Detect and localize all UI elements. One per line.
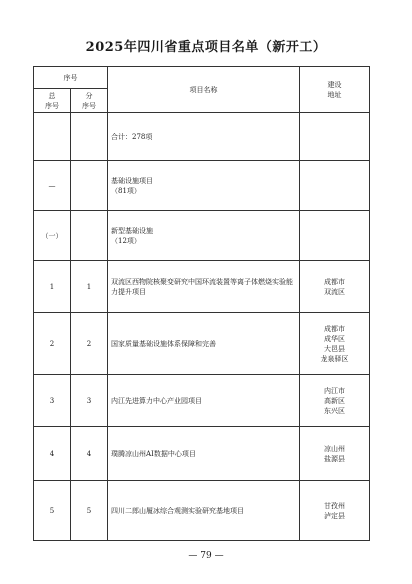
cell-project-name: 新型基础设施 （12项） [108,211,300,261]
page-number: — 79 — [188,551,224,561]
cell-project-name: 基础设施项目 （81项） [108,161,300,211]
cell-sub-seq: 4 [71,427,108,481]
project-table [33,66,370,541]
cell-sub-seq [71,113,108,161]
cell-project-name: 四川二郎山履冰综合观测实验研究基地项目 [108,481,300,541]
page-title: 2025年四川省重点项目名单（新开工） [85,40,327,55]
table-row [34,481,370,541]
header-project-name: 项目名称 [108,67,300,113]
cell-project-name: 合计：278项 [108,113,300,161]
cell-sub-seq: 3 [71,375,108,427]
cell-location: 凉山州 盐源县 [300,427,370,481]
cell-project-name: 内江先进算力中心产业园项目 [108,375,300,427]
cell-total-seq: （一） [34,211,71,261]
cell-project-name: 双流区西物院核聚变研究中国环流装置等离子体燃烧实验能力提升项目 [108,261,300,313]
cell-sub-seq: 1 [71,261,108,313]
table-row [34,211,370,261]
table-row [34,261,370,313]
table-row [34,313,370,375]
cell-sub-seq: 5 [71,481,108,541]
table-row [34,375,370,427]
cell-sub-seq [71,211,108,261]
header-total-seq: 总 序号 [34,89,71,113]
cell-total-seq: 4 [34,427,71,481]
header-location: 建设 地址 [300,67,370,113]
cell-location [300,161,370,211]
cell-total-seq [34,113,71,161]
cell-location: 成都市 成华区 大邑县 龙泉驿区 [300,313,370,375]
cell-sub-seq: 2 [71,313,108,375]
cell-total-seq: — [34,161,71,211]
table-row [34,427,370,481]
table-row [34,161,370,211]
table-row [34,113,370,161]
cell-project-name: 国家质量基础设施体系保障和完善 [108,313,300,375]
cell-location: 甘孜州 泸定县 [300,481,370,541]
header-sub-seq: 分 序号 [71,89,108,113]
cell-sub-seq [71,161,108,211]
cell-total-seq: 5 [34,481,71,541]
header-row [34,67,370,89]
cell-location: 成都市 双流区 [300,261,370,313]
cell-total-seq: 3 [34,375,71,427]
cell-total-seq: 1 [34,261,71,313]
cell-total-seq: 2 [34,313,71,375]
header-seq: 序号 [34,67,108,89]
cell-location: 内江市 高新区 东兴区 [300,375,370,427]
cell-location [300,211,370,261]
cell-project-name: 璞腾凉山州AI数据中心项目 [108,427,300,481]
cell-location [300,113,370,161]
